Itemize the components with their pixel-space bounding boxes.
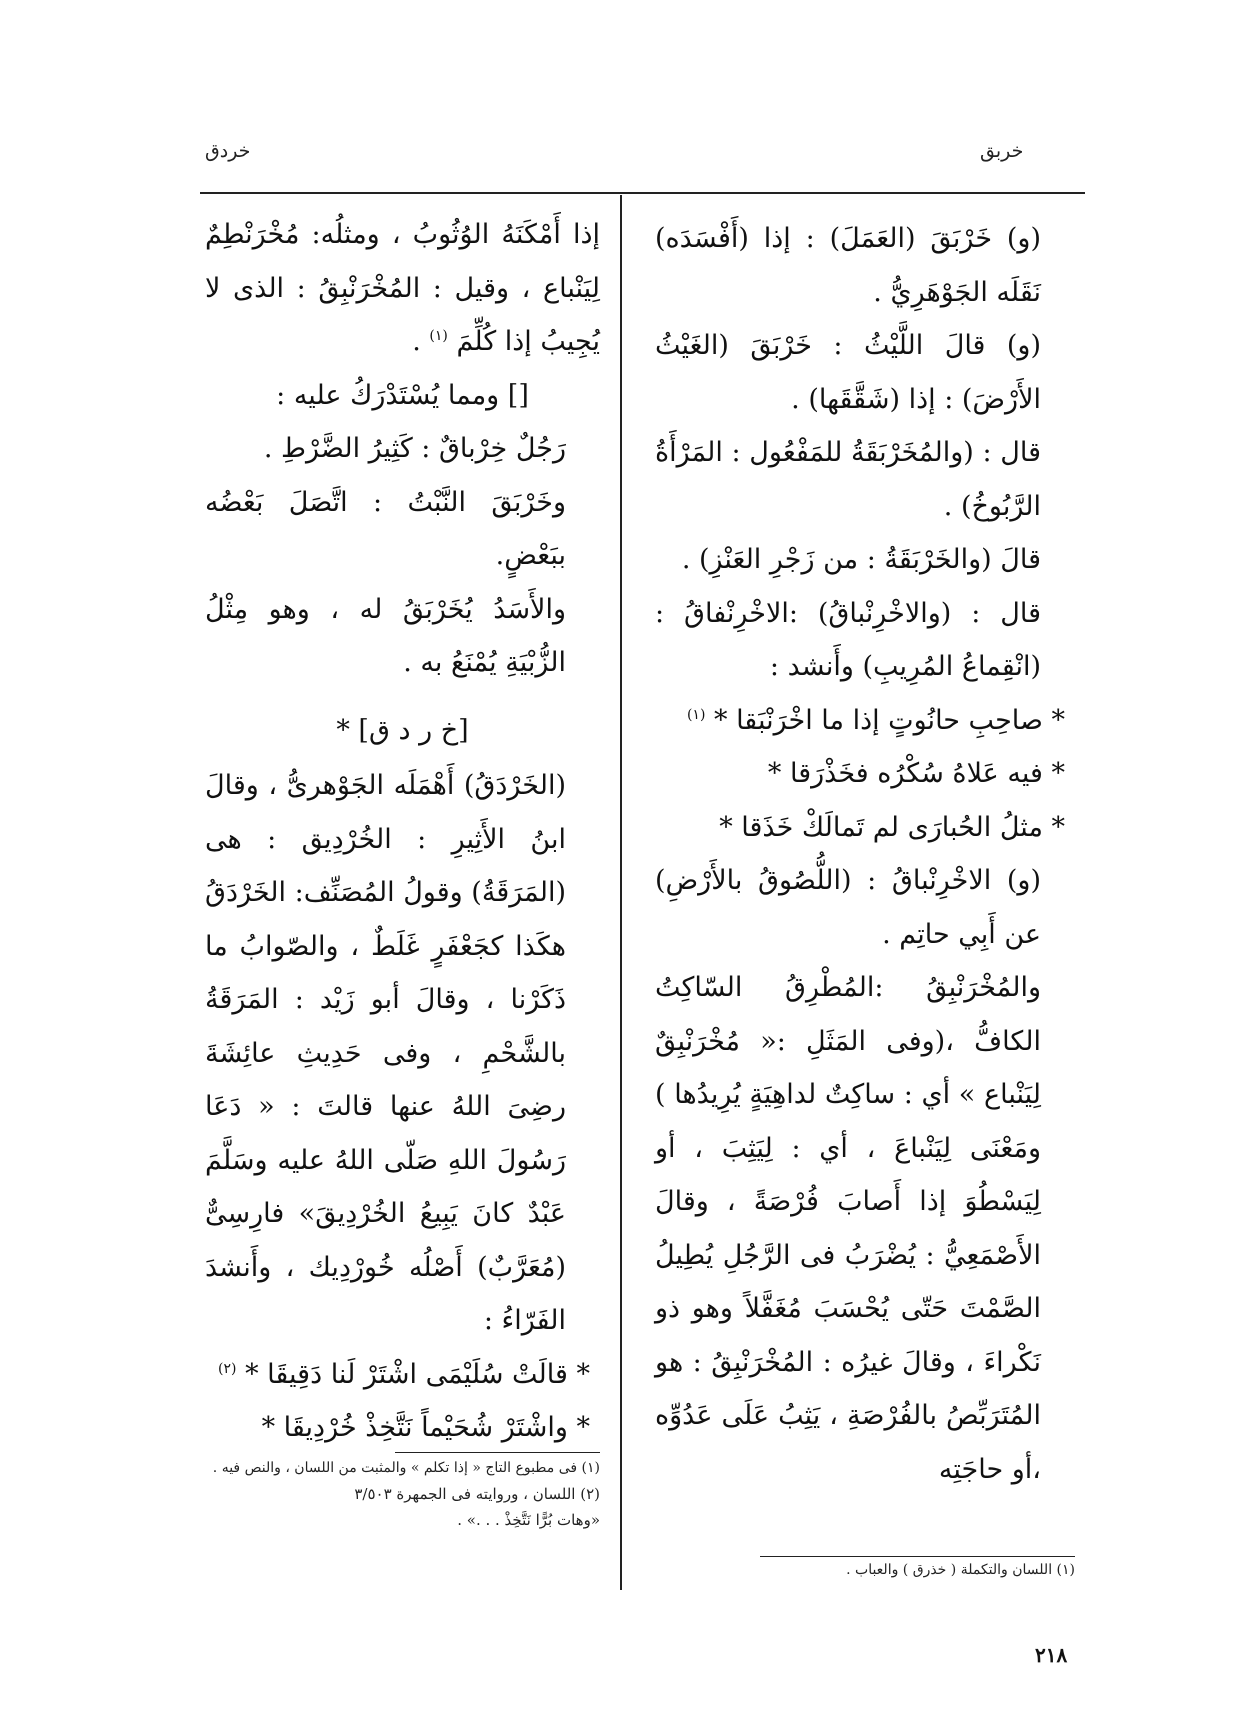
running-head-left: خردق [205, 140, 251, 162]
entry-paragraph: رَجُلٌ خِرْباقٌ : كَثِيرُ الضَّرْطِ . [263, 433, 566, 464]
entry-paragraph: قال : (والمُخَرْبَقَةُ للمَفْعُول : المَرْأَةُ الرَّبُوخُ) . [655, 437, 1041, 522]
entry-paragraph: وخَرْبَقَ النَّبْتُ : اتَّصَلَ بَعْضُه ببَعْضٍ. [205, 486, 566, 571]
footnote-rule-right [760, 1556, 1075, 1557]
footnotes-left [205, 1455, 600, 1533]
footnote-mark: (٢) [218, 1360, 237, 1377]
page-number: ٢١٨ [1035, 1643, 1068, 1667]
footnote-mark: (١) [429, 328, 448, 344]
verse-text: * صاحِبِ حانُوتٍ إذا ما اخْرَنْبَقا * [714, 704, 1065, 736]
footnote: (٢) اللسان ، وروايته فى الجمهرة ٣/٥٠٣ [354, 1485, 600, 1503]
verse-line: * فيه عَلاهُ سُكْرُه فخَذْرَقا * [767, 758, 1065, 789]
footnote: «وهات بُرًّا نَتَّخِذْ . . .» . [457, 1511, 600, 1529]
root-heading: [خ ر د ق] * [336, 714, 469, 746]
footnote: (١) اللسان والتكملة ( خذرق ) والعباب . [846, 1562, 1075, 1578]
verse-line [205, 1348, 600, 1402]
footnote-mark: (١) [686, 706, 706, 723]
left-column [205, 208, 600, 1455]
footnote: (١) فى مطبوع التاج « إذا تكلم » والمثبت من اللسان ، والنص فيه . [212, 1460, 600, 1476]
running-head-right: خربق [980, 140, 1024, 162]
entry-paragraph: والمُخْرَنْبِقُ :المُطْرِقُ السّاكِتُ الكافُّ ،(وفى المَثَلِ :« مُخْرَنْبِقٌ لِيَنْباع » أي : ساكِتٌ لداهِيَةٍ يُرِيدُها ) ومَعْنَى لِيَنْباعَ ، أي : لِيَثِبَ ، أو لِيَسْطُوَ إذا أَصابَ فُرْصَةً ، وقالَ الأَصْمَعِيُّ : يُضْرَبُ فى الرَّجُلِ يُطِيلُ الصَّمْتَ حَتّى يُحْسَبَ مُغَفَّلاً وهو ذو نَكْراءَ ، وقالَ غيرُه : المُخْرَنْبِقُ : هو المُتَرَبِّصُ بالفُرْصَةِ ، يَثِبُ عَلَى عَدُوِّه ،أو حاجَتِه [655, 972, 1041, 1485]
verse-line [655, 694, 1075, 748]
entry-paragraph: قالَ (والخَرْبَقَةُ : من زَجْرِ العَنْزِ) . [681, 544, 1041, 575]
entry-paragraph: (و) خَرْبَقَ (العَمَلَ) : إذا (أَفْسَدَه) نَقَلَه الجَوْهَرِيُّ . [655, 223, 1041, 308]
verse-line: * مثلُ الحُبارَى لم تَمالَكْ خَذَقا * [719, 811, 1065, 843]
entry-paragraph: إذا أَمْكَنَهُ الوُثُوبُ ، ومثلُه: مُخْرَنْطِمٌ لِيَنْباع ، وقيل : المُخْرَنْبِقُ : الذى لا يُجِيبُ إذا كُلِّمَ $^{(١)}$ . [205, 219, 600, 357]
entry-paragraph: والأَسَدُ يُخَرْبَقُ له ، وهو مِثْلُ الزُّبْيَةِ يُمْنَعُ به . [205, 593, 566, 678]
entry-paragraph: (و) الاخْرِنْباقُ : (اللُّصُوقُ بالأَرْضِ) عن أَبِي حاتِم . [655, 865, 1041, 950]
entry-paragraph: قال : (والاخْرِنْباقُ) :الاخْرِنْفاقُ : (انْقِماعُ المُرِيبِ) وأَنشد : [655, 597, 1041, 682]
footnotes-right [700, 1560, 1075, 1580]
footnote-rule-left [395, 1452, 600, 1453]
entry-paragraph: (الخَرْدَقُ) أَهْمَلَه الجَوْهرىُّ ، وقالَ ابنُ الأَثِيرِ : الخُرْدِيق : هى (المَرَقَةُ) وقولُ المُصَنِّف: الخَرْدَقُ هكَذا كجَعْفَرٍ غَلَطٌ ، والصّوابُ ما ذَكَرْنا ، وقالَ أبو زَيْد : المَرَقَةُ بالشَّحْمِ ، وفى حَدِيثِ عائِشَةَ رضِىَ اللهُ عنها قالتَ : « دَعَا رَسُولَ اللهِ صَلّى اللهُ عليه وسَلَّمَ عَبْدٌ كانَ يَبِيعُ الخُرْدِيقَ» فارِسِىٌّ (مُعَرَّبٌ) أَصْلُه خُورْدِيك ، وأَنشدَ الفَرّاءُ : [205, 770, 566, 1336]
right-column [655, 212, 1075, 1496]
entry-paragraph: (و) قالَ اللَّيْثُ : خَرْبَقَ (الغَيْثُ الأَرْضَ) : إذا (شَقَّقَها) . [655, 330, 1041, 415]
entry-text: إذا أَمْكَنَهُ الوُثُوبُ ، ومثلُه: مُخْرَنْطِمٌ لِيَنْباع ، وقيل : المُخْرَنْبِقُ : الذى لا يُجِيبُ إذا كُلِّمَ [205, 219, 600, 357]
verse-line: * واشْتَرْ شُحَيْماً نَتَّخِذْ خُرْدِيقَا * [261, 1412, 590, 1443]
column-divider [620, 195, 622, 1590]
verse-text: * قالَتْ سُلَيْمَى اشْتَرْ لَنا دَقِيقَا * [245, 1358, 590, 1390]
header-rule [200, 192, 1085, 194]
supplement-heading: [] ومما يُسْتَدْرَكُ عليه : [276, 379, 529, 411]
